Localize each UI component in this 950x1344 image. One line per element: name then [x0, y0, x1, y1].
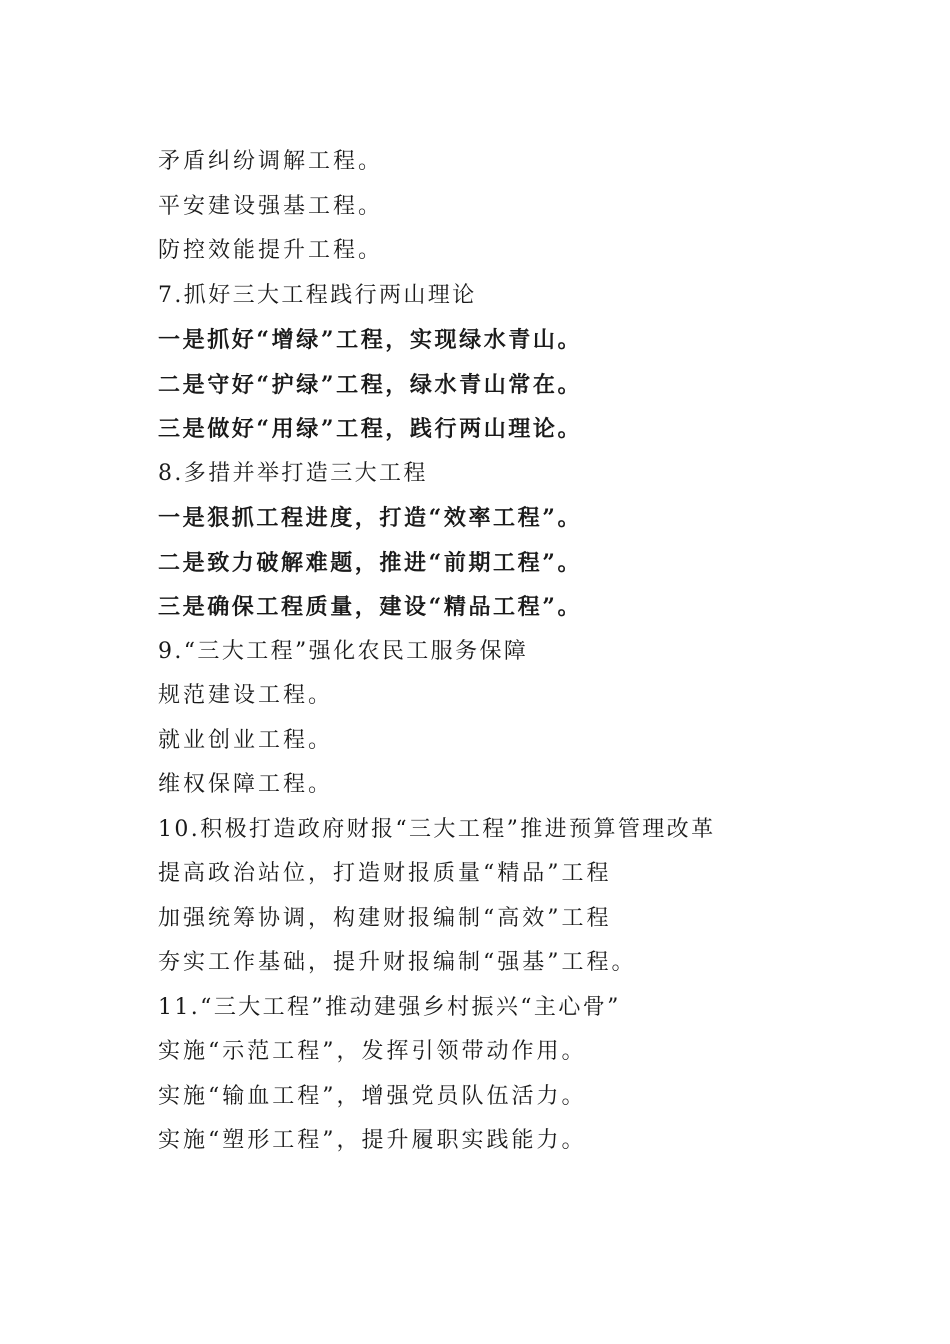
section-heading: 10.积极打造政府财报“三大工程”推进预算管理改革 [158, 816, 716, 842]
text-line: 规范建设工程。 [158, 683, 334, 708]
text-line: 加强统筹协调，构建财报编制“高效”工程 [158, 905, 612, 931]
text-line: 实施“示范工程”，发挥引领带动作用。 [158, 1039, 587, 1064]
text-line: 实施“输血工程”，增强党员队伍活力。 [158, 1083, 587, 1109]
document-body [158, 140, 878, 1164]
text-line: 维权保障工程。 [158, 772, 334, 797]
section-heading: 9.“三大工程”强化农民工服务保障 [158, 638, 529, 664]
text-line: 实施“塑形工程”，提升履职实践能力。 [158, 1128, 587, 1153]
text-line: 矛盾纠纷调解工程。 [158, 149, 384, 174]
text-line: 夯实工作基础，提升财报编制“强基”工程。 [158, 950, 637, 975]
text-line: 提高政治站位，打造财报质量“精品”工程 [158, 861, 612, 886]
section-heading: 11.“三大工程”推动建强乡村振兴“主心骨” [158, 994, 621, 1020]
text-line: 防控效能提升工程。 [158, 238, 384, 263]
bold-text-line: 二是守好“护绿”工程，绿水青山常在。 [158, 371, 583, 398]
text-line: 就业创业工程。 [158, 727, 334, 753]
bold-text-line: 三是做好“用绿”工程，践行两山理论。 [158, 416, 583, 442]
bold-text-line: 一是抓好“增绿”工程，实现绿水青山。 [158, 327, 583, 353]
bold-text-line: 二是致力破解难题，推进“前期工程”。 [158, 549, 583, 576]
bold-text-line: 三是确保工程质量，建设“精品工程”。 [158, 594, 583, 620]
text-line: 平安建设强基工程。 [158, 193, 384, 219]
bold-text-line: 一是狠抓工程进度，打造“效率工程”。 [158, 505, 583, 531]
section-heading: 8.多措并举打造三大工程 [158, 460, 428, 486]
section-heading: 7.抓好三大工程践行两山理论 [158, 282, 477, 308]
